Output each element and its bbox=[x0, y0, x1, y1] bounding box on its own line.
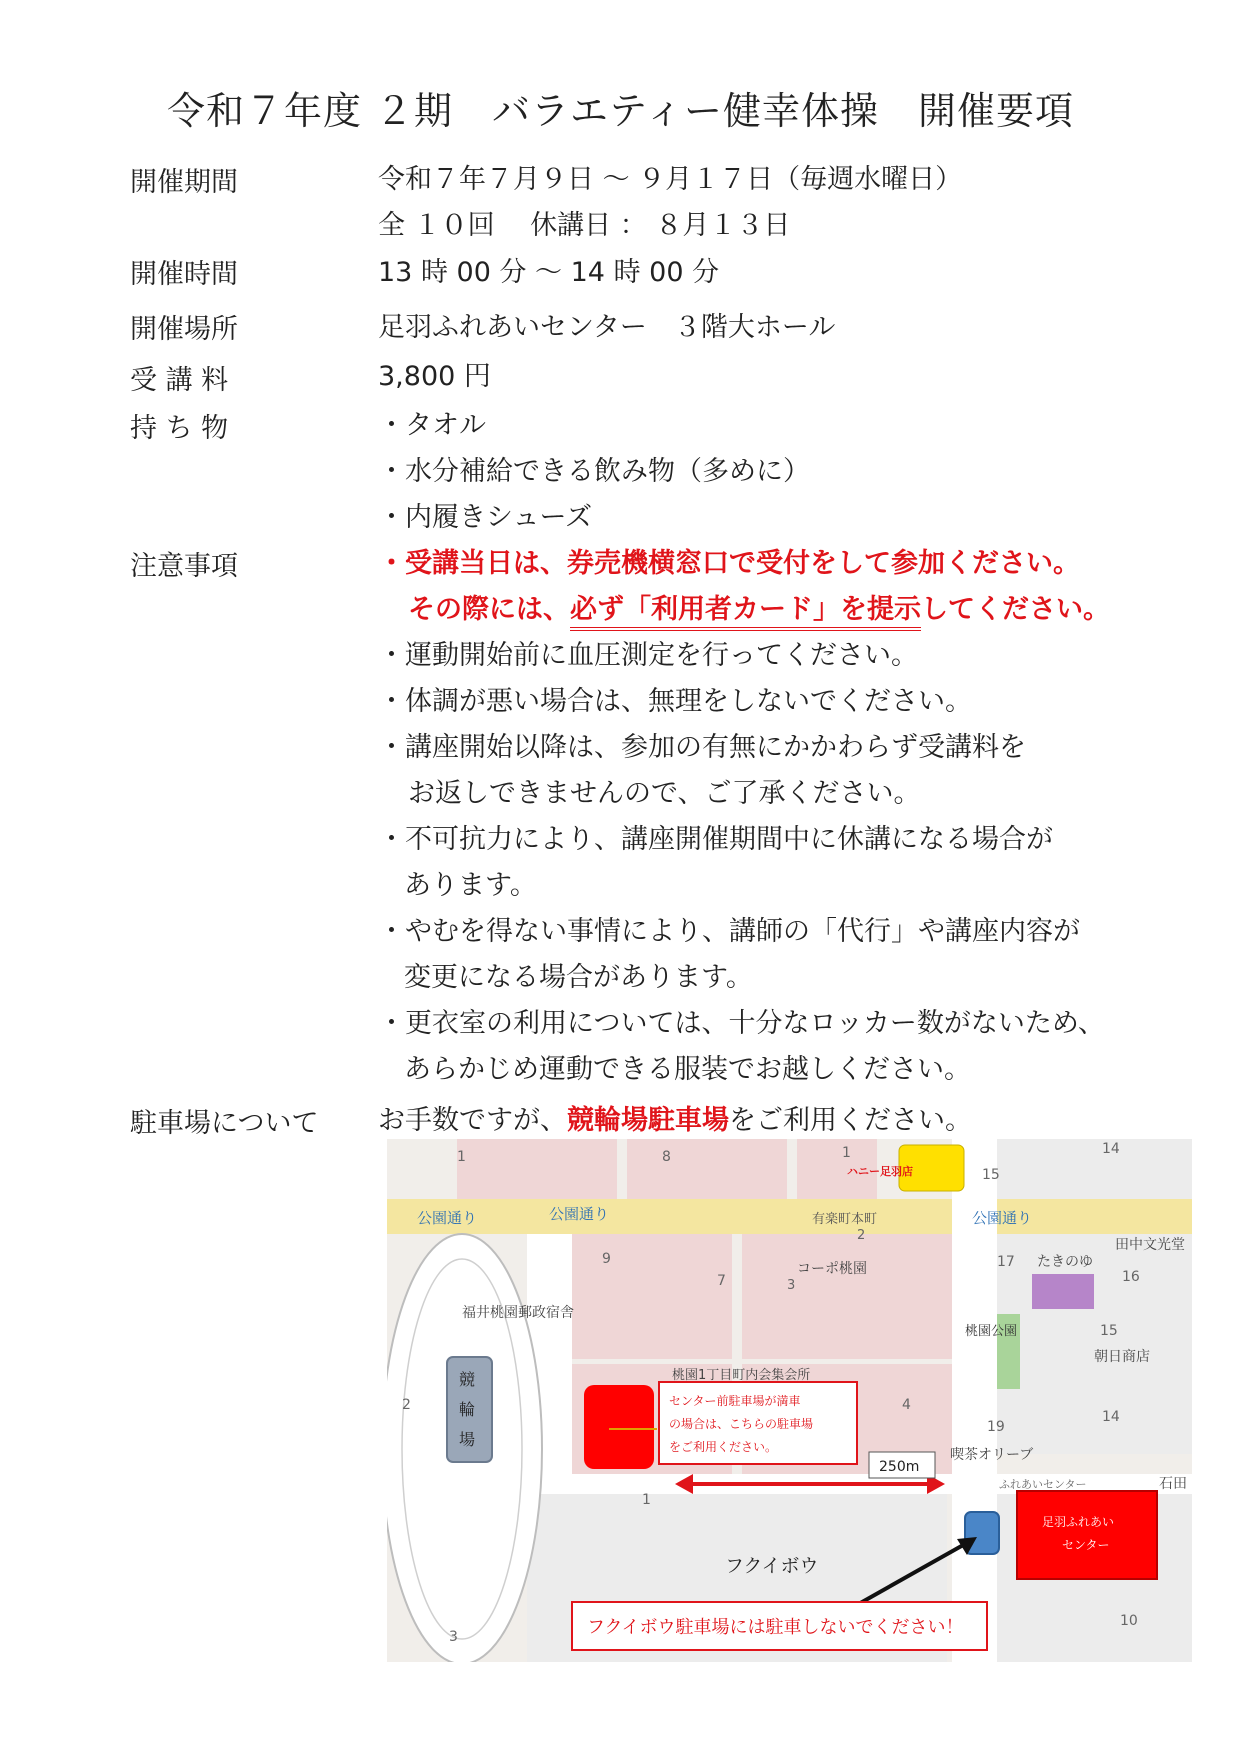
fee-value: 3,800 円 bbox=[378, 361, 491, 392]
map-fureai-small: ふれあいセンター bbox=[999, 1478, 1087, 1491]
map-num: 2 bbox=[857, 1228, 866, 1243]
map-tokyo-park: 桃園公園 bbox=[965, 1324, 1018, 1339]
map-callout-line-1: センター前駐車場が満車 bbox=[669, 1394, 801, 1408]
map-num: 4 bbox=[902, 1397, 911, 1413]
map-center-line-1: 足羽ふれあい bbox=[1042, 1515, 1115, 1529]
parking-map bbox=[387, 1139, 1192, 1662]
map-num: 10 bbox=[1120, 1613, 1138, 1629]
map-num: 8 bbox=[662, 1149, 671, 1165]
fee-label: 受 講 料 bbox=[130, 365, 229, 396]
map-num: 16 bbox=[1122, 1269, 1140, 1285]
map-takinoyu: たきのゆ bbox=[1037, 1254, 1093, 1270]
note-line-4: ・不可抗力により、講座開催期間中に休講になる場合が bbox=[378, 824, 1053, 855]
map-block bbox=[572, 1234, 732, 1359]
map-road bbox=[387, 1199, 1192, 1234]
period-label: 開催期間 bbox=[130, 167, 238, 198]
map-block bbox=[457, 1139, 617, 1199]
items-label: 持 ち 物 bbox=[130, 413, 229, 444]
map-num: 1 bbox=[842, 1145, 851, 1161]
page-title: 令和７年度 ２期 バラエティー健幸体操 開催要項 bbox=[166, 89, 1075, 133]
map-num: 14 bbox=[1102, 1409, 1120, 1425]
map-keirin-3: 場 bbox=[459, 1430, 476, 1449]
map-num: 14 bbox=[1102, 1141, 1120, 1157]
map-block bbox=[742, 1234, 952, 1359]
items-item-1: ・水分補給できる飲み物（多めに） bbox=[378, 456, 810, 487]
map-block bbox=[997, 1234, 1192, 1454]
map-distance: 250m bbox=[879, 1459, 920, 1475]
map-honey: ハニー足羽店 bbox=[847, 1165, 913, 1178]
notes-red-line-1: ・受講当日は、券売機横窓口で受付をして参加ください。 bbox=[378, 548, 1080, 579]
map-num: 1 bbox=[642, 1492, 651, 1508]
parking-post: をご利用ください。 bbox=[729, 1105, 972, 1136]
note-line-3: お返しできませんので、ご了承ください。 bbox=[408, 778, 921, 809]
map-center-box bbox=[1017, 1491, 1157, 1579]
note-line-8: ・更衣室の利用については、十分なロッカー数がないため、 bbox=[378, 1008, 1105, 1039]
map-yurakucho: 有楽町本町 bbox=[812, 1212, 878, 1227]
map-num: 3 bbox=[787, 1278, 796, 1293]
notes-red-post: してください。 bbox=[921, 594, 1110, 625]
note-line-7: 変更になる場合があります。 bbox=[404, 962, 753, 993]
map-num: 7 bbox=[717, 1273, 726, 1289]
place-label: 開催場所 bbox=[130, 314, 238, 345]
note-line-0: ・運動開始前に血圧測定を行ってください。 bbox=[378, 640, 918, 671]
map-ishida: 石田 bbox=[1159, 1476, 1187, 1492]
map-park-street-1: 公園通り bbox=[417, 1209, 478, 1227]
map-graphic bbox=[387, 1139, 1192, 1662]
map-fukuibou: フクイボウ bbox=[725, 1555, 819, 1577]
items-item-0: ・タオル bbox=[378, 410, 486, 441]
notes-red-line-2 bbox=[408, 587, 1110, 626]
map-callout-line-3: をご利用ください。 bbox=[669, 1440, 778, 1454]
notes-red-underlined: 必ず「利用者カード」を提示 bbox=[570, 594, 921, 631]
note-line-5: あります。 bbox=[404, 870, 537, 901]
map-tanaka: 田中文光堂 bbox=[1115, 1237, 1185, 1253]
map-num: 19 bbox=[987, 1419, 1005, 1435]
map-num: 9 bbox=[602, 1251, 611, 1267]
map-warning: フクイボウ駐車場には駐車しないでください！ bbox=[587, 1617, 964, 1638]
map-hall: 桃園1丁目町内会集会所 bbox=[672, 1368, 811, 1383]
map-num: 15 bbox=[982, 1167, 1000, 1183]
map-callout-line-2: の場合は、こちらの駐車場 bbox=[669, 1417, 814, 1431]
note-line-2: ・講座開始以降は、参加の有無にかかわらず受講料を bbox=[378, 732, 1026, 763]
time-label: 開催時間 bbox=[130, 259, 238, 290]
map-parking-lot bbox=[584, 1385, 654, 1469]
map-num: 15 bbox=[1100, 1323, 1118, 1339]
parking-text bbox=[378, 1098, 972, 1137]
notes-red-pre: その際には、 bbox=[408, 594, 570, 625]
place-value: 足羽ふれあいセンター ３階大ホール bbox=[378, 312, 836, 343]
map-num: 17 bbox=[997, 1254, 1015, 1270]
map-cafe: 喫茶オリーブ bbox=[950, 1447, 1034, 1463]
period-line1: 令和７年７月９日 ～ ９月１７日（毎週水曜日） bbox=[378, 164, 963, 195]
map-num: 3 bbox=[449, 1629, 458, 1645]
map-park-street-3: 公園通り bbox=[972, 1209, 1033, 1227]
map-num: 1 bbox=[457, 1149, 466, 1165]
map-block bbox=[627, 1139, 787, 1199]
notes-label: 注意事項 bbox=[130, 551, 238, 582]
note-line-6: ・やむを得ない事情により、講師の「代行」や講座内容が bbox=[378, 916, 1080, 947]
map-center-line-2: センター bbox=[1062, 1538, 1110, 1552]
map-asahi: 朝日商店 bbox=[1094, 1349, 1150, 1365]
map-num: 2 bbox=[402, 1397, 411, 1413]
map-building bbox=[1032, 1274, 1094, 1309]
map-keirin-1: 競 bbox=[459, 1370, 476, 1389]
map-keirin-2: 輪 bbox=[459, 1400, 476, 1419]
time-value: 13 時 00 分 ～ 14 時 00 分 bbox=[378, 257, 720, 288]
note-line-9: あらかじめ運動できる服装でお越しください。 bbox=[404, 1054, 971, 1085]
map-copo: コーポ桃園 bbox=[797, 1261, 867, 1277]
parking-highlight: 競輪場駐車場 bbox=[567, 1105, 729, 1136]
note-line-1: ・体調が悪い場合は、無理をしないでください。 bbox=[378, 686, 972, 717]
map-block bbox=[997, 1139, 1192, 1199]
map-park-street-2: 公園通り bbox=[549, 1205, 610, 1223]
items-item-2: ・内履きシューズ bbox=[378, 502, 593, 533]
period-line2: 全 １０回 休講日 ： ８月１３日 bbox=[378, 210, 791, 241]
parking-pre: お手数ですが、 bbox=[378, 1105, 567, 1136]
map-post-dorm: 福井桃園郵政宿舎 bbox=[462, 1305, 574, 1321]
parking-label: 駐車場について bbox=[130, 1108, 319, 1139]
